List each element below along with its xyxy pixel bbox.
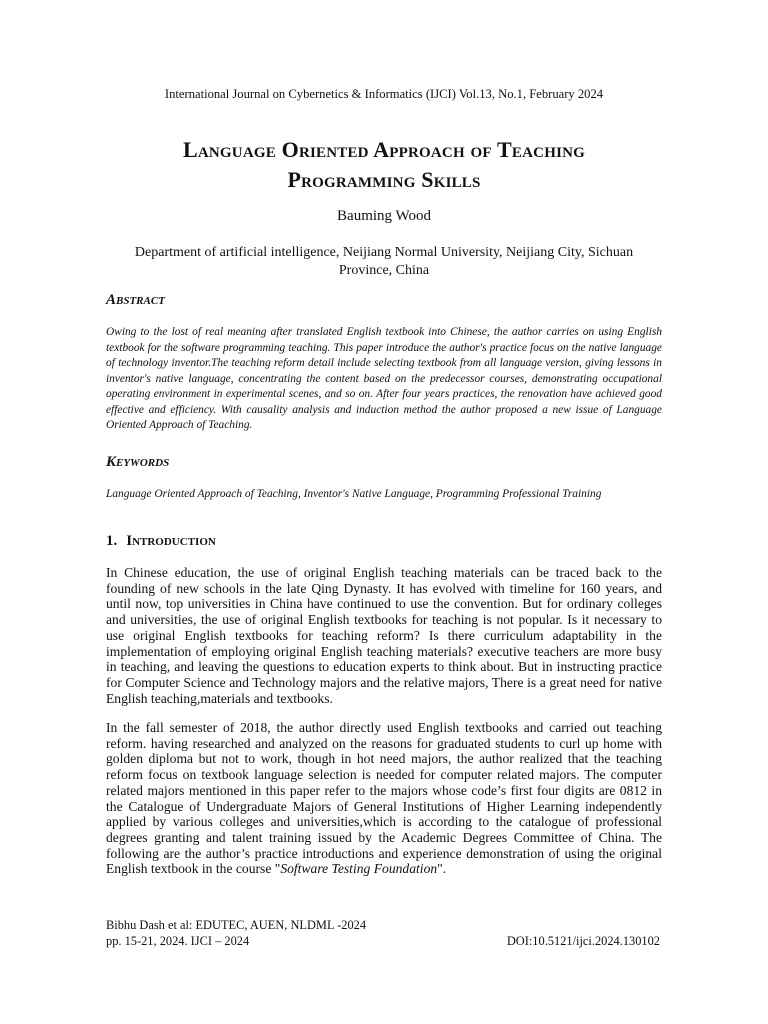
affiliation-line-2: Province, China: [338, 262, 430, 278]
footer-line-2: pp. 15-21, 2024. IJCI – 2024: [106, 934, 250, 948]
introduction-heading: [106, 533, 216, 550]
author-name: Bauming Wood: [337, 208, 431, 224]
introduction-paragraph-1: In Chinese education, the use of original English teaching materials can be traced back to the founding of new schools in the late Qing Dynasty. It has evolved with timeline for 160 years, and until now, top universities in China have continued to use the convention. But for ordinary colleges and universities, the use of original English textbooks for teaching is not popular. Is it necessary to use original English textbooks for teaching reform? Is there curriculum adaptability in the implementation of employing original English teaching materials? executive teachers are more busy in teaching, and leaving the questions to education experts to think about. But in instructing practice for Computer Science and Technology majors and the relative majors, There is a great need for native English teaching,materials and textbooks.: [106, 565, 662, 706]
footer-citation: [106, 917, 366, 949]
keywords-heading: Keywords: [106, 454, 170, 470]
abstract-text: Owing to the lost of real meaning after translated English textbook into Chinese, the author carries on using English textbook for the software programming teaching. This paper introduce the author's practice focus on the native language of technology inventor.The teaching reform detail include selecting textbook from all language version, giving lessons in inventor's native language, concentrating the content based on the predecessor courses, demonstrating occupational operating environment in experimental scenes, and so on. After four years practices, the renovation have achieved good effective and efficiency. With causality analysis and induction method the author proposed a new issue of Language Oriented Approach of Teaching.: [106, 326, 662, 431]
keywords-text: Language Oriented Approach of Teaching, Inventor's Native Language, Programming Professional Training: [106, 488, 602, 500]
paragraph-2-text: In the fall semester of 2018, the author directly used English textbooks and carried out teaching reform. having researched and analyzed on the reasons for graduated students to curl up home with golden diploma but not to work, though in hot need majors, the author realized that the teaching reform focus on textbook language selection is needed for computer related majors. The computer related majors mentioned in this paper refer to the majors whose code’s first four digits are 0812 in the Catalogue of Undergraduate Majors of General Institutions of Higher Learning independently applied by various colleges and universities,which is according to the catalogue of professional degrees granting and talent training issued by the Academic Degrees Committee of China. The following are the author’s practice introductions and experience demonstration of using the original English textbook in the course ": [106, 720, 662, 877]
section-number: 1.: [106, 533, 118, 549]
title-line-1: Language Oriented Approach of Teaching: [182, 137, 586, 162]
abstract-heading: Abstract: [106, 292, 165, 308]
introduction-paragraph-2: [106, 720, 662, 877]
author-affiliation: [100, 244, 668, 279]
course-name: Software Testing Foundation: [280, 861, 438, 877]
title-line-2: Programming Skills: [287, 167, 481, 192]
section-title: Introduction: [126, 533, 216, 549]
paragraph-2-end: ".: [437, 861, 447, 877]
footer-doi: DOI:10.5121/ijci.2024.130102: [506, 934, 660, 948]
journal-running-header: International Journal on Cybernetics & Informatics (IJCI) Vol.13, No.1, February 2024: [164, 87, 604, 101]
paper-title: [60, 135, 708, 195]
footer-line-1: Bibhu Dash et al: EDUTEC, AUEN, NLDML -2024: [106, 918, 367, 932]
affiliation-line-1: Department of artificial intelligence, Neijiang Normal University, Neijiang City, Sichuan: [134, 245, 634, 260]
